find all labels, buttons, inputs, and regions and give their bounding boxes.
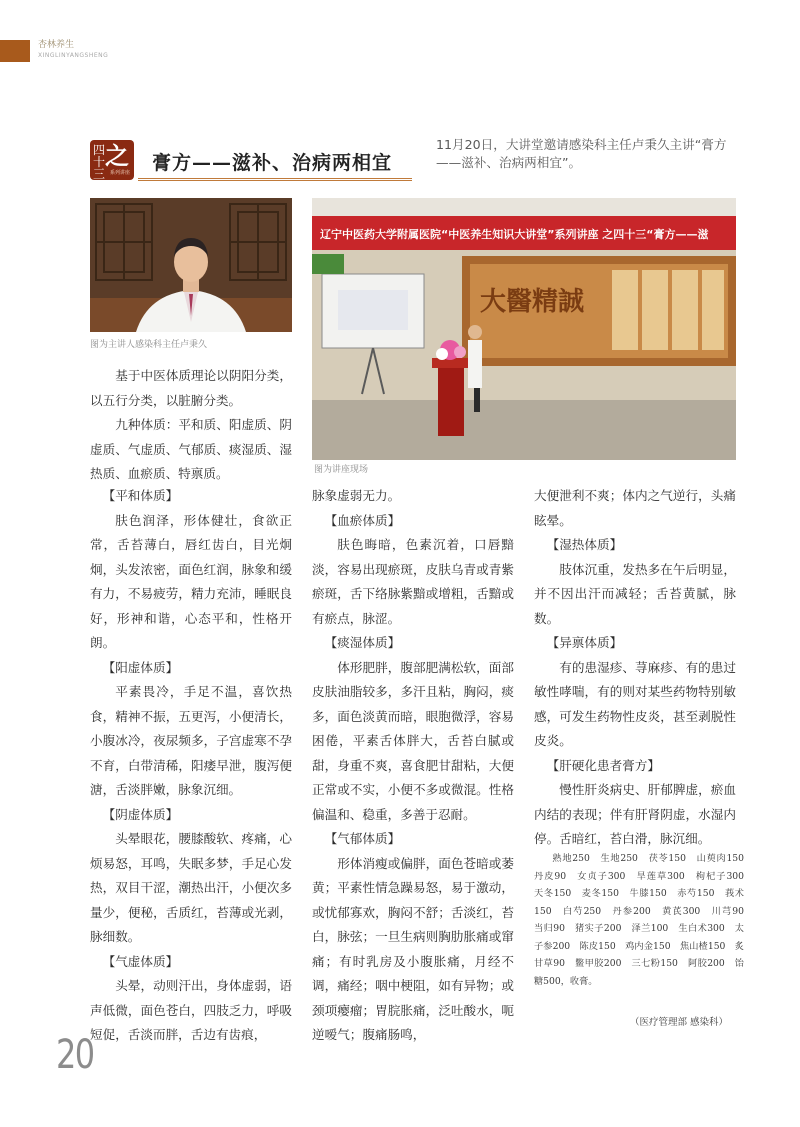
column-3	[534, 484, 736, 852]
title-underline	[138, 178, 412, 179]
section-heading: 【异禀体质】	[546, 635, 623, 650]
paragraph: 平素畏冷，手足不温，喜饮热食，精神不振，五更泻，小便清长，小腹冰冷，夜尿频多，子宫虚寒不孕不育，白带清稀，阳痿早泄，腹泻便溏，舌淡胖嫩，脉象沉细。	[90, 684, 292, 797]
doctor-photo-illustration	[90, 198, 292, 332]
section-heading: 【血瘀体质】	[324, 512, 401, 528]
department-signoff: （医疗管理部 感染科）	[630, 1017, 729, 1028]
paragraph: 九种体质：平和质、阳虚质、阴虚质、气虚质、气郁质、痰湿质、湿热质、血瘀质、特禀质。	[90, 417, 292, 481]
paragraph: 头晕眼花，腰膝酸软、疼痛，心烦易怒，耳鸣，失眠多梦，手足心发热，双目干涩，潮热出汗，小便次多量少，便秘，舌质红，苔薄或光剥，脉细数。	[90, 831, 292, 944]
lecture-photo-caption: 图为讲座现场	[314, 465, 369, 475]
paragraph: 头晕，动则汗出，身体虚弱，语声低微，面色苍白，四肢乏力，呼吸短促，舌淡而胖，舌边有齿痕，	[90, 978, 292, 1042]
lecture-photo	[312, 198, 736, 460]
section-heading: 【痰湿体质】	[324, 635, 401, 650]
paragraph: 基于中医体质理论以阴阳分类，以五行分类，以脏腑分类。	[90, 368, 292, 408]
article-header	[90, 138, 412, 182]
paragraph: 有的患湿疹、荨麻疹、有的患过敏性哮喘，有的则对某些药物特别敏感，可发生药物性皮炎，甚至剥脱性皮炎。	[534, 659, 736, 748]
prescription-list: 熟地250 生地250 茯苓150 山萸肉150 丹皮90 女贞子300 旱莲草300 枸杞子300 天冬150 麦冬150 牛膝150 赤芍150 莪术150 白芍250 丹参200 黄芪300 川芎90 当归90 猪实子200 泽兰100 生白术300 太子参200 陈皮150 鸡内金150 焦山楂150 炙甘草90 鳖甲胶200 三七粉150 阿胶200 饴糖500，收膏。	[534, 853, 754, 987]
paragraph: 慢性肝炎病史、肝郁脾虚，瘀血内结的表现；伴有肝肾阴虚，水湿内停。舌暗红，苔白滑，脉沉细。	[534, 782, 736, 846]
paragraph-continued: 大便泄利不爽；体内之气逆行，头痛眩晕。	[534, 488, 736, 528]
doctor-photo-caption: 图为主讲人感染科主任卢秉久	[90, 340, 208, 350]
title-underline-secondary	[138, 180, 412, 181]
paragraph-continued: 脉象虚弱无力。	[312, 488, 401, 503]
paragraph: 肢体沉重，发热多在午后明显，并不因出汗而减轻；舌苔黄腻，脉数。	[534, 561, 736, 626]
column-1-top	[90, 364, 292, 487]
page-corner-tab	[0, 40, 30, 62]
section-heading: 【阳虚体质】	[102, 659, 179, 675]
section-heading: 【肝硬化患者膏方】	[546, 757, 660, 773]
page-number: 20	[56, 1032, 94, 1078]
section-heading: 【湿热体质】	[546, 537, 623, 552]
column-2	[312, 484, 514, 1048]
article-title: 膏方——滋补、治病两相宜	[152, 152, 393, 174]
paragraph: 形体消瘦或偏胖，面色苍暗或萎黄；平素性情急躁易怒，易于激动，或忧郁寡欢，胸闷不舒；舌淡红，苔白，脉弦；一旦生病则胸肋胀痛或窜痛；有时乳房及小腹胀痛，月经不调，痛经；咽中梗阻，如有异物；或颈项瘿瘤；胃脘胀痛，泛吐酸水，呃逆嗳气；腹痛肠鸣，	[312, 855, 514, 1042]
section-heading: 【气郁体质】	[324, 831, 401, 846]
section-heading: 【平和体质】	[102, 488, 179, 503]
lecture-photo-illustration	[312, 198, 736, 460]
plaque-text: 大醫精誠	[480, 287, 585, 317]
intro-text: 11月20日，大讲堂邀请感染科主任卢秉久主讲“膏方——滋补、治病两相宜”。	[436, 137, 727, 170]
section-heading: 【阴虚体质】	[102, 806, 179, 822]
badge-char: 之	[105, 141, 129, 170]
paragraph: 肤色晦暗，色素沉着，口唇黯淡，容易出现瘀斑，皮肤乌青或青紫瘀斑，舌下络脉紫黯或增粗，舌黯或有瘀点，脉涩。	[312, 537, 514, 626]
running-head-title: 杏林养生	[38, 40, 75, 50]
badge-number: 四十三	[93, 143, 106, 181]
banner-text: 辽宁中医药大学附属医院“中医养生知识大讲堂”系列讲座 之四十三“膏方——滋	[320, 228, 709, 241]
doctor-photo	[90, 198, 292, 332]
column-1-bottom	[90, 484, 292, 1048]
paragraph: 肤色润泽，形体健壮，食欲正常，舌苔薄白，唇红齿白，目光炯炯，头发浓密，面色红润，脉象和缓有力，不易疲劳，精力充沛，睡眠良好，形神和谐，心态平和，性格开朗。	[90, 512, 292, 650]
section-heading: 【气虚体质】	[102, 953, 179, 969]
running-head-subtitle: XINGLINYANGSHENG	[38, 52, 109, 59]
paragraph: 体形肥胖，腹部肥满松软，面部皮肤油脂较多，多汗且粘，胸闷，痰多，面色淡黄而暗，眼胞微浮，容易困倦，平素舌体胖大，舌苔白腻或甜，身重不爽，喜食肥甘甜粘，大便正常或不实，小便不多或微混。性格偏温和、稳重，多善于忍耐。	[312, 659, 514, 822]
badge-subtitle: 系列讲座	[110, 170, 131, 176]
series-badge	[90, 140, 134, 180]
